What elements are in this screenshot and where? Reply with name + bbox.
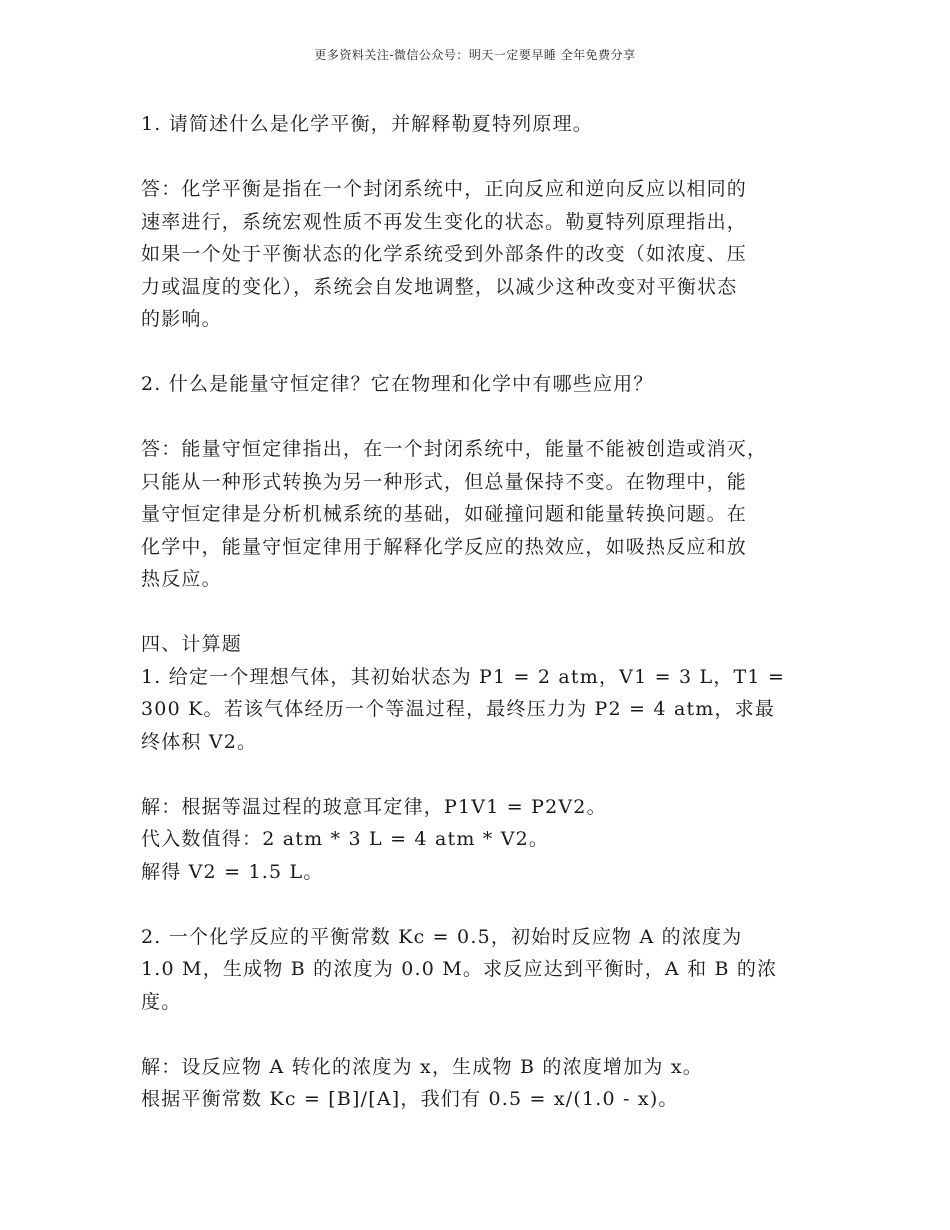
document-body [141, 108, 821, 1116]
text-line: 1. 给定一个理想气体，其初始状态为 P1 = 2 atm，V1 = 3 L，T1 = [141, 665, 786, 688]
text-line: 如果一个处于平衡状态的化学系统受到外部条件的改变（如浓度、压 [141, 243, 748, 265]
paragraph-gap [141, 141, 821, 174]
text-line: 代入数值得：2 atm * 3 L = 4 atm * V2。 [141, 828, 550, 850]
text-line: 四、计算题 [141, 633, 243, 655]
text-line: 答：能量守恒定律指出，在一个封闭系统中，能量不能被创造或消灭， [141, 438, 768, 460]
question-2 [141, 368, 821, 401]
paragraph-gap [141, 1018, 821, 1051]
text-line: 解：设反应物 A 转化的浓度为 x，生成物 B 的浓度增加为 x。 [141, 1055, 703, 1078]
answer-1 [141, 173, 821, 336]
calc-question-2 [141, 921, 821, 1019]
text-line: 1. 请简述什么是化学平衡，并解释勒夏特列原理。 [141, 113, 593, 135]
text-line: 300 K。若该气体经历一个等温过程，最终压力为 P2 = 4 atm，求最 [141, 698, 776, 720]
text-line: 解得 V2 = 1.5 L。 [141, 860, 324, 883]
paragraph-gap [141, 596, 821, 629]
text-line: 热反应。 [141, 568, 222, 590]
text-line: 解：根据等温过程的玻意耳定律，P1V1 = P2V2。 [141, 795, 607, 818]
text-line: 量守恒定律是分析机械系统的基础，如碰撞问题和能量转换问题。在 [141, 503, 748, 525]
text-line: 度。 [141, 990, 182, 1013]
text-line: 力或温度的变化），系统会自发地调整，以减少这种改变对平衡状态 [141, 275, 738, 298]
paragraph-gap [141, 336, 821, 369]
text-line: 的影响。 [141, 308, 222, 330]
text-line: 1.0 M，生成物 B 的浓度为 0.0 M。求反应达到平衡时，A 和 B 的浓 [141, 958, 778, 980]
text-line: 2. 一个化学反应的平衡常数 Kc = 0.5，初始时反应物 A 的浓度为 [141, 925, 743, 948]
text-line: 2. 什么是能量守恒定律？它在物理和化学中有哪些应用？ [141, 373, 654, 395]
text-line: 答：化学平衡是指在一个封闭系统中，正向反应和逆向反应以相同的 [141, 178, 748, 200]
text-line: 速率进行，系统宏观性质不再发生变化的状态。勒夏特列原理指出， [141, 210, 748, 233]
paragraph-gap [141, 758, 821, 791]
text-line: 化学中，能量守恒定律用于解释化学反应的热效应，如吸热反应和放 [141, 535, 748, 558]
text-line: 只能从一种形式转换为另一种形式，但总量保持不变。在物理中，能 [141, 470, 748, 493]
page-header: 更多资料关注-微信公众号：明天一定要早睡 全年免费分享 [314, 48, 636, 62]
solution-2 [141, 1051, 821, 1116]
answer-2 [141, 433, 821, 596]
section-calc [141, 628, 821, 758]
paragraph-gap [141, 401, 821, 434]
text-line: 终体积 V2。 [141, 730, 258, 753]
question-1 [141, 108, 821, 141]
text-line: 根据平衡常数 Kc = [B]/[A]，我们有 0.5 = x/(1.0 - x)。 [141, 1088, 679, 1110]
paragraph-gap [141, 888, 821, 921]
solution-1 [141, 791, 821, 889]
